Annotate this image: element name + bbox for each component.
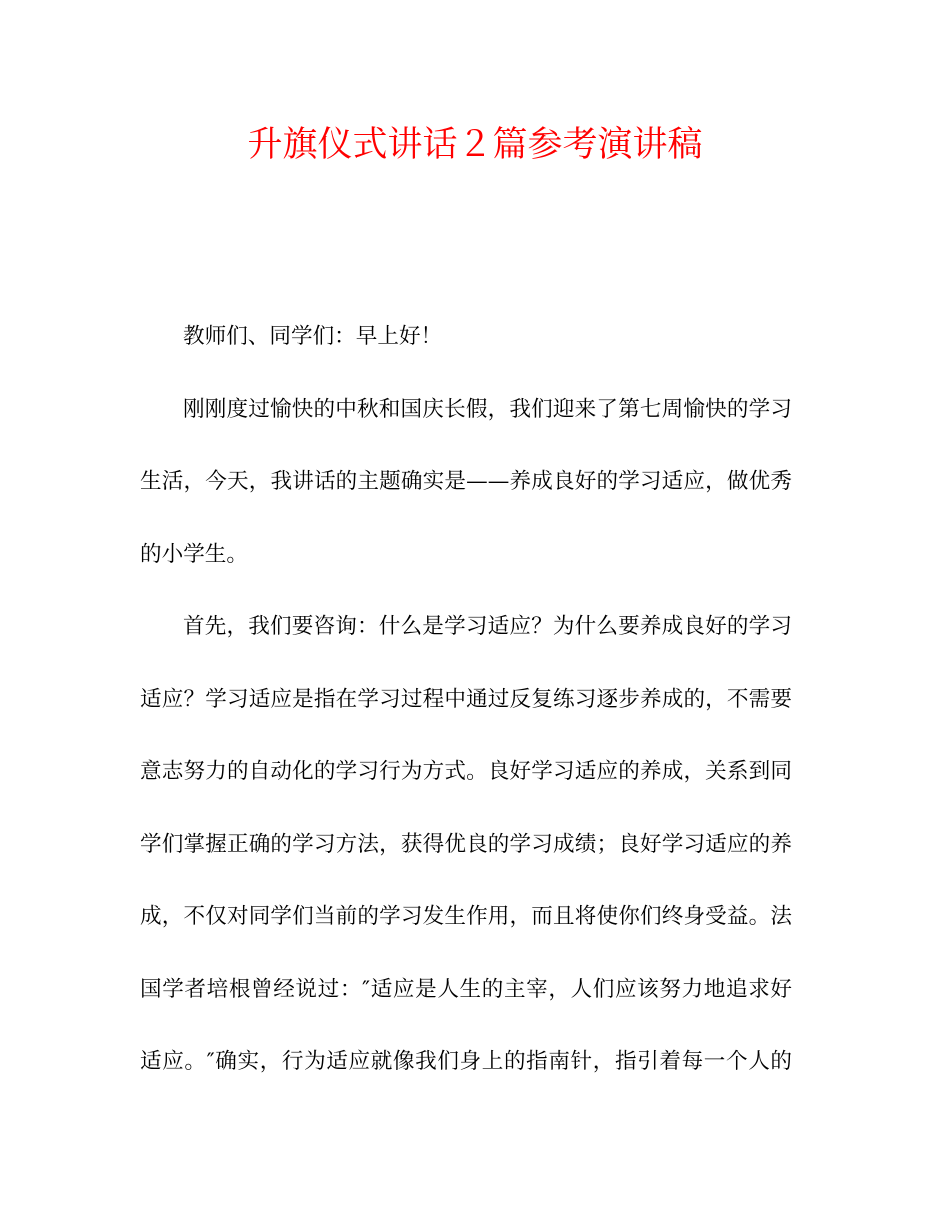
paragraph-line: 刚刚度过愉快的中秋和国庆长假，我们迎来了第七周愉快的学习 xyxy=(183,396,792,422)
paragraph-line: 学们掌握正确的学习方法，获得优良的学习成绩；良好学习适应的养 xyxy=(140,831,792,857)
paragraph-line: 生活，今天，我讲话的主题确实是——养成良好的学习适应，做优秀 xyxy=(140,469,792,494)
paragraph-line: 国学者培根曾经说过：″适应是人生的主宰，人们应该努力地追求好 xyxy=(140,976,792,1002)
document-title: 升旗仪式讲话２篇参考演讲稿 xyxy=(247,125,703,165)
paragraph-line: 适应？学习适应是指在学习过程中通过反复练习逐步养成的，不需要 xyxy=(140,686,792,712)
paragraph-line: 意志努力的自动化的学习行为方式。良好学习适应的养成，关系到同 xyxy=(140,759,792,784)
greeting-line: 教师们、同学们：早上好！ xyxy=(183,324,443,349)
paragraph-line: 适应。″确实，行为适应就像我们身上的指南针，指引着每一个人的 xyxy=(140,1049,792,1074)
paragraph-line: 首先，我们要咨询：什么是学习适应？为什么要养成良好的学习 xyxy=(183,614,792,639)
paragraph-line: 成，不仅对同学们当前的学习发生作用，而且将使你们终身受益。法 xyxy=(140,904,792,929)
document-body xyxy=(140,306,792,1104)
paragraph-line: 的小学生。 xyxy=(140,541,248,567)
